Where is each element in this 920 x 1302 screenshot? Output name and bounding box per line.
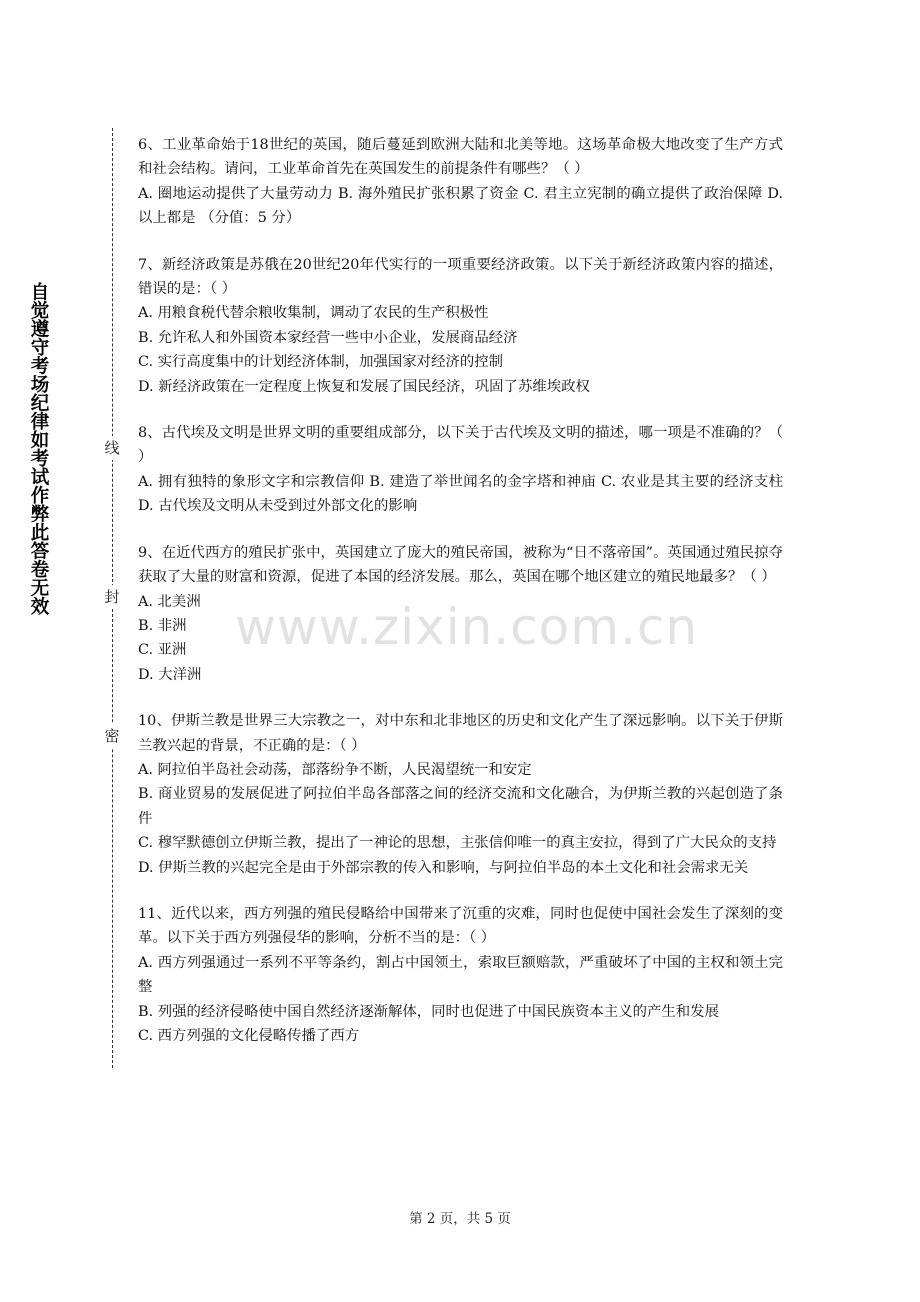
question-options: A. 圈地运动提供了大量劳动力 B. 海外殖民扩张积累了资金 C. 君主立宪制的确立提供了政治保障 D. 以上都是 （分值：5 分）: [138, 185, 783, 227]
seal-mark-line: 线: [102, 436, 122, 460]
option-d: D. 大洋洲: [138, 666, 202, 683]
question-6: [138, 133, 783, 231]
question-stem: 10、伊斯兰教是世界三大宗教之一，对中东和北非地区的历史和文化产生了深远影响。以下关于伊斯兰教兴起的背景，不正确的是：（ ）: [138, 713, 783, 754]
option-b: B. 商业贸易的发展促进了阿拉伯半岛各部落之间的经济交流和文化融合，为伊斯兰教的兴起创造了条件: [138, 786, 783, 827]
option-a: A. 阿拉伯半岛社会动荡，部落纷争不断，人民渴望统一和安定: [138, 761, 532, 778]
question-options: A. 拥有独特的象形文字和宗教信仰 B. 建造了举世闻名的金字塔和神庙 C. 农业是其主要的经济支柱 D. 古代埃及文明从未受到过外部文化的影响: [138, 473, 783, 515]
option-b: B. 列强的经济侵略使中国自然经济逐渐解体，同时也促进了中国民族资本主义的产生和发展: [138, 1003, 719, 1020]
option-d: D. 新经济政策在一定程度上恢复和发展了国民经济，巩固了苏维埃政权: [138, 378, 590, 395]
seal-mark-seal: 封: [102, 585, 122, 609]
question-7: [138, 253, 783, 399]
page-number: 第 2 页，共 5 页: [409, 1211, 511, 1227]
option-b: B. 非洲: [138, 617, 187, 634]
question-10: [138, 709, 783, 880]
option-c: C. 实行高度集中的计划经济体制，加强国家对经济的控制: [138, 354, 504, 371]
watermark: www.zixin.com.cn: [235, 598, 699, 656]
question-stem: 7、新经济政策是苏俄在20世纪20年代实行的一项重要经济政策。以下关于新经济政策内容的描述，错误的是：（ ）: [138, 256, 783, 298]
option-c: C. 西方列强的文化侵略传播了西方: [138, 1028, 360, 1044]
option-c: C. 穆罕默德创立伊斯兰教，提出了一神论的思想，主张信仰唯一的真主安拉，得到了广大民众的支持: [138, 835, 777, 852]
option-c: C. 亚洲: [138, 642, 187, 659]
question-stem: 8、古代埃及文明是世界文明的重要组成部分，以下关于古代埃及文明的描述，哪一项是不准确的？（ ）: [138, 425, 783, 466]
exam-discipline-notice: 自觉遵守考场纪律如考试作弊此答卷无效: [28, 282, 49, 615]
question-stem: 9、在近代西方的殖民扩张中，英国建立了庞大的殖民帝国，被称为“日不落帝国”。英国通过殖民掠夺获取了大量的财富和资源，促进了本国的经济发展。那么，英国在哪个地区建立的殖民地最多？（ ）: [138, 544, 783, 586]
seal-mark-secret: 密: [102, 724, 122, 748]
question-stem: 11、近代以来，西方列强的殖民侵略给中国带来了沉重的灾难，同时也促使中国社会发生了深刻的变革。以下关于西方列强侵华的影响，分析不当的是：（ ）: [138, 905, 783, 947]
question-list: [138, 133, 783, 1070]
question-stem: 6、工业革命始于18世纪的英国，随后蔓延到欧洲大陆和北美等地。这场革命极大地改变了生产方式和社会结构。请问，工业革命首先在英国发生的前提条件有哪些？（ ）: [138, 137, 783, 178]
option-d: D. 伊斯兰教的兴起完全是由于外部宗教的传入和影响，与阿拉伯半岛的本土文化和社会需求无关: [138, 859, 749, 876]
question-8: [138, 421, 783, 519]
option-a: A. 用粮食税代替余粮收集制，调动了农民的生产积极性: [138, 305, 489, 322]
question-11: [138, 902, 783, 1048]
option-b: B. 允许私人和外国资本家经营一些中小企业，发展商品经济: [138, 329, 518, 346]
option-a: A. 北美洲: [138, 593, 201, 610]
option-a: A. 西方列强通过一系列不平等条约，割占中国领土，索取巨额赔款，严重破坏了中国的主权和领土完整: [138, 954, 783, 996]
question-9: [138, 541, 783, 687]
